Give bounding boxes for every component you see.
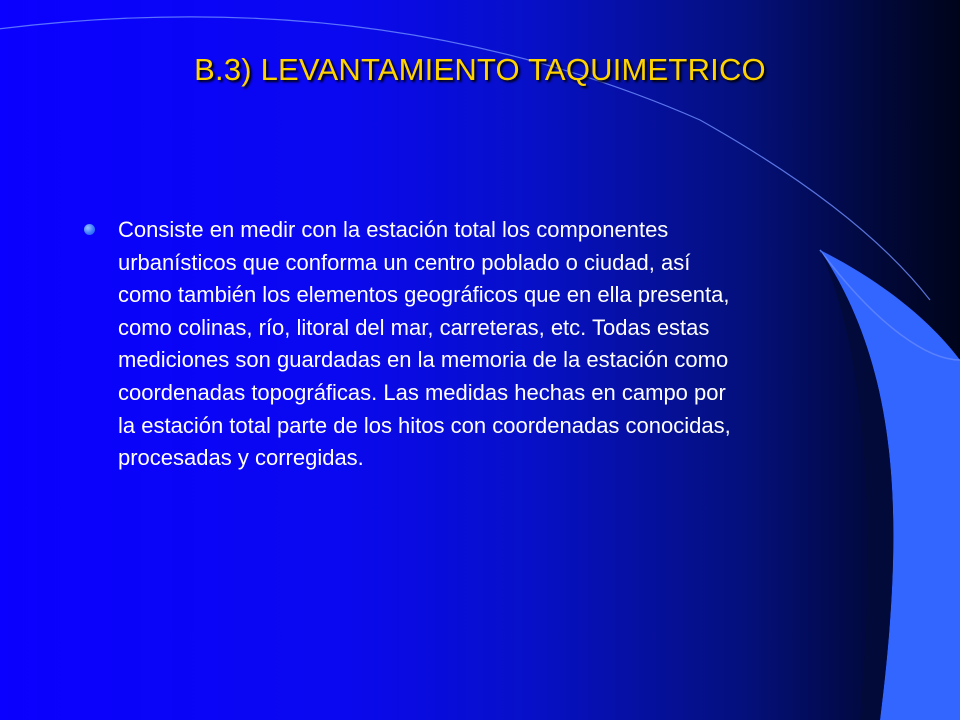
slide-content — [82, 214, 862, 475]
bullet-item — [82, 214, 862, 475]
slide-title: B.3) LEVANTAMIENTO TAQUIMETRICO — [194, 52, 766, 87]
bullet-text: Consiste en medir con la estación total los componentes urbanísticos que conforma un centro poblado o ciudad, así como también los elementos geográficos que en ella presenta, como colinas, río, litoral del mar, carreteras, etc. Todas estas mediciones son guardadas en la memoria de la estación como coordenadas topográficas. Las medidas hechas en campo por la estación total parte de los hitos con coordenadas conocidas, procesadas y corregidas. — [118, 217, 731, 471]
bullet-dot-icon — [84, 224, 95, 235]
